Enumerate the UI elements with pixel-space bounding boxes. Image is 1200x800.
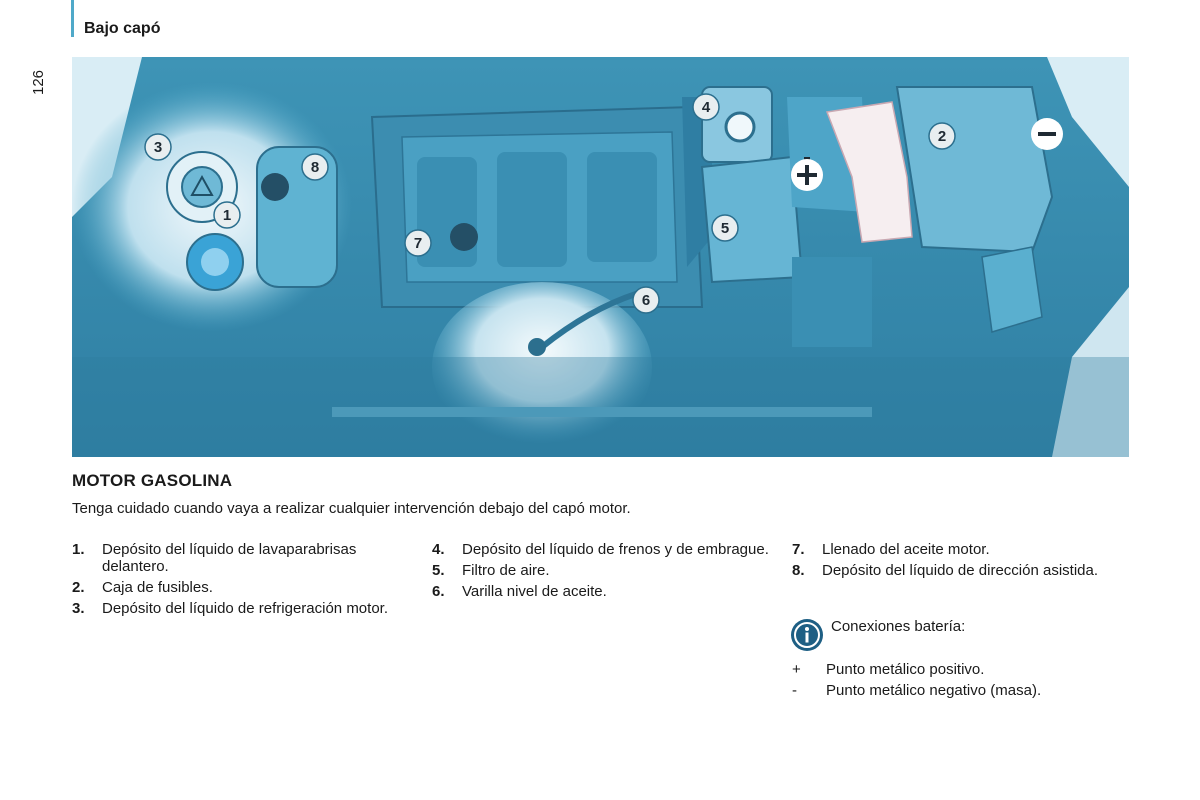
callout-2	[929, 123, 955, 149]
list-item	[790, 661, 1041, 678]
item-text: Depósito del líquido de dirección asistida.	[822, 562, 1098, 579]
list-item	[72, 541, 392, 575]
bullet-text: Punto metálico negativo (masa).	[826, 682, 1042, 699]
list-item	[432, 583, 772, 600]
list-item	[792, 562, 1122, 579]
list-item	[432, 562, 772, 579]
bullet-text: Punto metálico positivo.	[826, 661, 985, 678]
item-number: 4.	[432, 541, 445, 558]
item-number: 5.	[432, 562, 445, 579]
svg-text:3: 3	[153, 139, 163, 156]
item-number: 2.	[72, 579, 85, 596]
callout-7	[405, 230, 431, 256]
item-text: Llenado del aceite motor.	[822, 541, 990, 558]
list-item	[72, 600, 392, 617]
battery-connection-list	[790, 661, 1041, 703]
bullet-symbol: +	[792, 661, 801, 678]
list-item	[790, 682, 1041, 699]
item-number: 7.	[792, 541, 805, 558]
callout-4	[693, 94, 719, 120]
item-text: Caja de fusibles.	[102, 579, 213, 596]
svg-text:2: 2	[937, 128, 947, 145]
item-text: Varilla nivel de aceite.	[462, 583, 607, 600]
parts-list-column-2	[432, 541, 772, 604]
svg-text:8: 8	[310, 159, 320, 176]
callout-5	[712, 215, 738, 241]
info-text: Conexiones batería:	[831, 618, 966, 635]
battery-positive-icon	[791, 159, 823, 191]
section-title: Bajo capó	[84, 20, 161, 37]
item-number: 3.	[72, 600, 85, 617]
intro-paragraph: Tenga cuidado cuando vaya a realizar cualquier intervención debajo del capó motor.	[72, 500, 631, 517]
callout-1	[214, 202, 240, 228]
bullet-symbol: -	[792, 682, 797, 699]
svg-text:7: 7	[413, 235, 423, 252]
list-item	[792, 541, 1122, 558]
item-text: Depósito del líquido de lavaparabrisas delantero.	[102, 541, 357, 575]
item-text: Depósito del líquido de refrigeración motor.	[102, 600, 388, 617]
engine-bay-illustration	[72, 57, 1129, 457]
section-heading: MOTOR GASOLINA	[72, 471, 233, 490]
svg-text:6: 6	[641, 292, 651, 309]
info-icon	[790, 618, 824, 652]
battery-negative-icon	[1031, 118, 1063, 150]
list-item	[432, 541, 772, 558]
page-number: 126	[30, 69, 47, 95]
parts-list-column-1	[72, 541, 392, 621]
list-item	[72, 579, 392, 596]
callout-6	[633, 287, 659, 313]
item-number: 8.	[792, 562, 805, 579]
item-number: 1.	[72, 541, 85, 558]
section-marker-bar	[71, 0, 74, 37]
item-number: 6.	[432, 583, 445, 600]
svg-text:1: 1	[222, 207, 232, 224]
callout-8	[302, 154, 328, 180]
svg-text:5: 5	[720, 220, 730, 237]
svg-text:4: 4	[701, 99, 711, 116]
callout-3	[145, 134, 171, 160]
item-text: Filtro de aire.	[462, 562, 550, 579]
parts-list-column-3	[792, 541, 1122, 583]
item-text: Depósito del líquido de frenos y de embrague.	[462, 541, 769, 558]
